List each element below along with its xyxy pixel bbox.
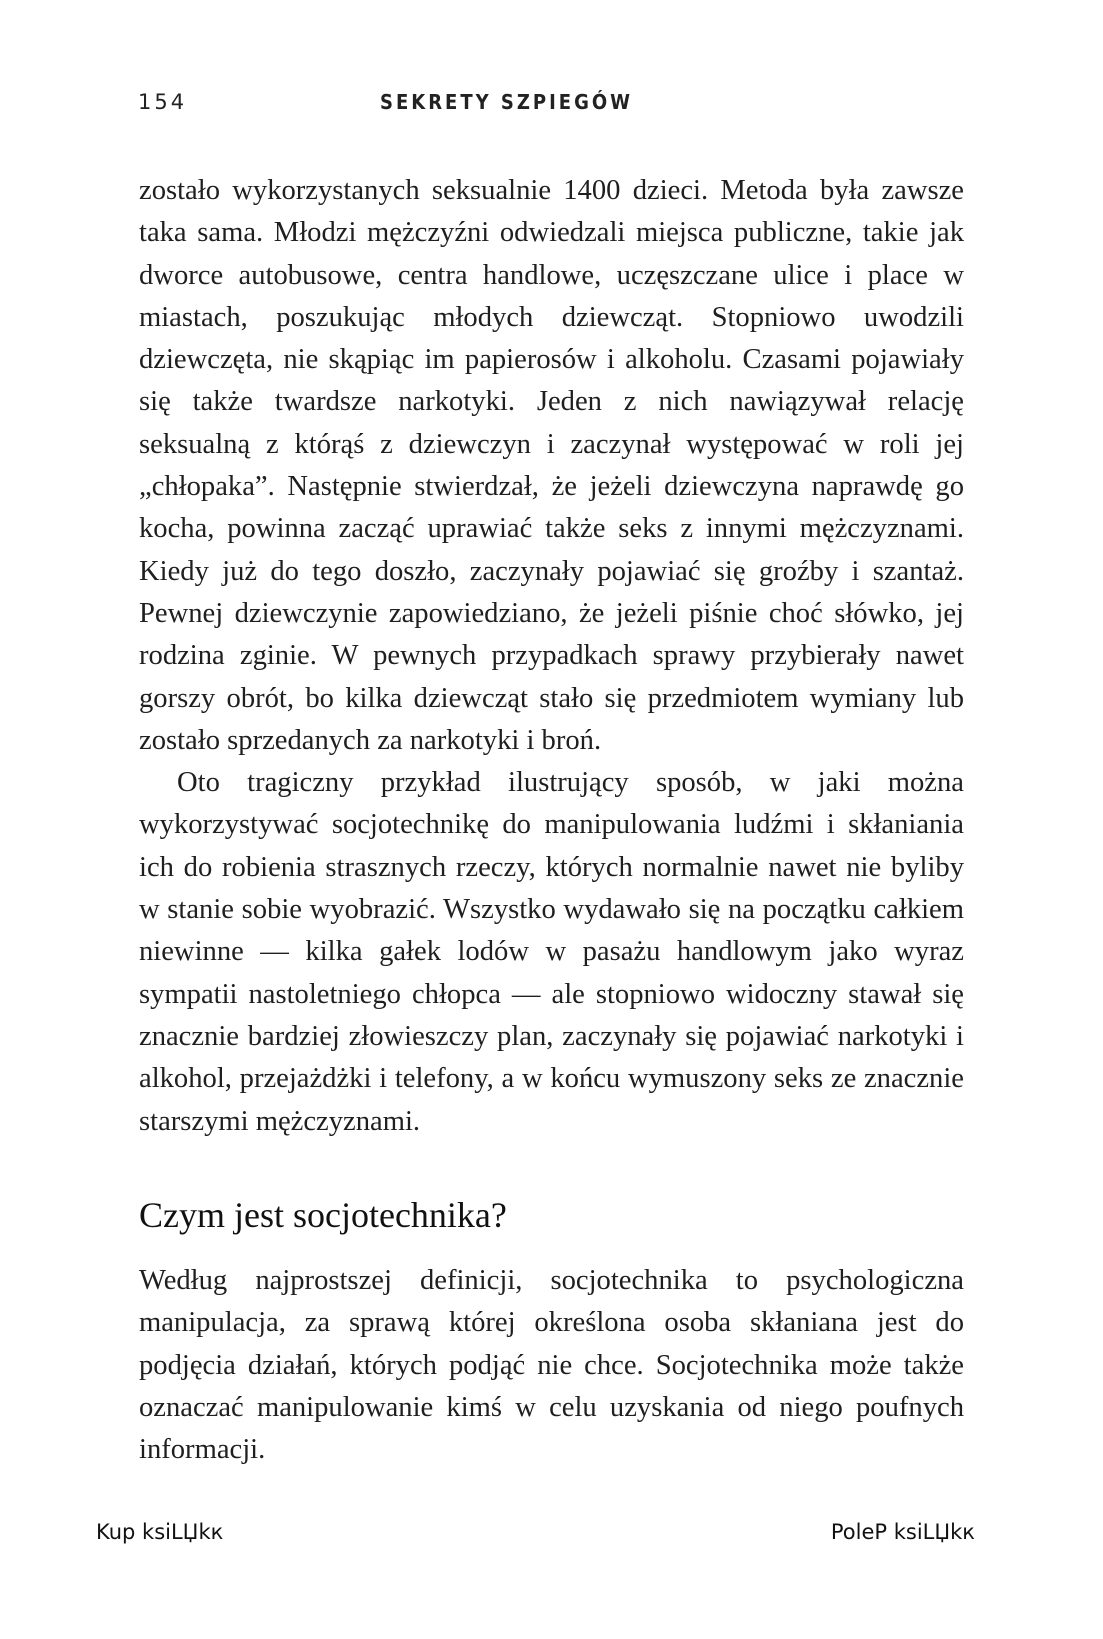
paragraph-continuation: zostało wykorzystanych seksualnie 1400 dzieci. Metoda była zawsze taka sama. Młodzi mężczyźni odwiedzali miejsca publiczne, takie jak dworce autobusowe, centra handlowe, uczęszczane ulice i place w miastach, poszukując młodych dziewcząt. Stopniowo uwodzili dziewczęta, nie skąpiąc im papierosów i alkoholu. Czasami pojawiały się także twardsze narkotyki. Jeden z nich nawiązywał relację seksualną z którąś z dziewczyn i zaczynał występować w roli jej „chłopaka”. Następnie stwierdzał, że jeżeli dziewczyna naprawdę go kocha, powinna zacząć uprawiać także seks z innymi mężczyznami. Kiedy już do tego doszło, zaczynały pojawiać się groźby i szantaż. Pewnej dziewczynie zapowiedziano, że jeżeli piśnie choć słówko, jej rodzina zginie. W pewnych przypadkach sprawy przybierały nawet gorszy obrót, bo kilka dziewcząt stało się przedmiotem wymiany lub zostało sprzedanych za narkotyki i broń. (139, 175, 964, 756)
running-head: SEKRETY SZPIEGÓW (380, 90, 633, 114)
recommend-book-link[interactable]: PoleР ksiLЏkк (830, 1520, 975, 1544)
body-text-bottom (139, 1260, 964, 1471)
paragraph-example: Oto tragiczny przykład ilustrujący sposób, w jaki można wykorzystywać socjotechnikę do manipulowania ludźmi i skłaniania ich do robienia strasznych rzeczy, których normalnie nawet nie byliby w stanie sobie wyobrazić. Wszystko wydawało się na początku całkiem niewinne — kilka gałek lodów w pasażu handlowym jako wyraz sympatii nastoletniego chłopca — ale stopniowo widoczny stawał się znacznie bardziej złowieszczy plan, zaczynały się pojawiać narkotyki i alkohol, przejażdżki i telefony, a w końcu wymuszony seks ze znacznie starszymi mężczyznami. (139, 767, 964, 1137)
paragraph-definition: Według najprostszej definicji, socjotechnika to psychologiczna manipulacja, za sprawą której określona osoba skłaniana jest do podjęcia działań, których podjąć nie chce. Socjotechnika może także oznaczać manipulowanie kimś w celu uzyskania od niego poufnych informacji. (139, 1265, 964, 1466)
body-text-top (139, 170, 964, 1143)
page-number: 154 (138, 90, 188, 114)
buy-book-link[interactable]: Kup ksiLЏkк (96, 1520, 224, 1544)
section-heading: Czym jest socjotechnika? (139, 1195, 507, 1235)
